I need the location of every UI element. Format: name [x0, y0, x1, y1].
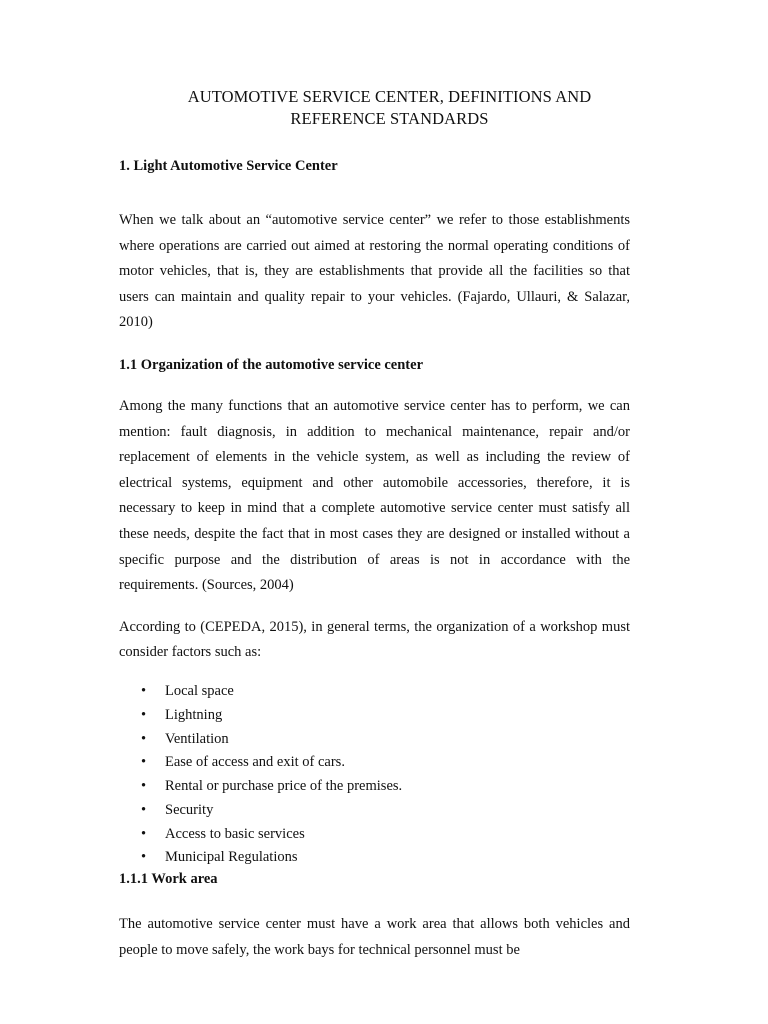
list-item [119, 823, 630, 847]
section-1-heading: 1. Light Automotive Service Center [119, 158, 338, 174]
list-item [119, 775, 630, 799]
section-1-1-1-heading: 1.1.1 Work area [119, 871, 218, 888]
section-1-1-paragraph-1: Among the many functions that an automotive service center has to perform, we can mention: fault diagnosis, in addition to mechanical maintenance, repair and/or replacement of elements in the vehicle system, as well as including the review of electrical systems, equipment and other automobile accessories, therefore, it is necessary to keep in mind that a complete automotive service center must satisfy all these needs, despite the fact that in most cases they are designed or installed without a specific purpose and the distribution of areas is not in accordance with the requirements. (Sources, 2004) [119, 397, 630, 594]
list-item-text: Security [165, 801, 214, 818]
document-title [149, 86, 630, 130]
list-item-text: Rental or purchase price of the premises. [165, 778, 403, 795]
bullet-icon: • [141, 801, 147, 818]
list-item [119, 680, 630, 704]
bullet-icon: • [141, 706, 147, 723]
bullet-icon: • [141, 754, 147, 771]
section-1-paragraph: When we talk about an “automotive service center” we refer to those establishments where operations are carried out aimed at restoring the normal operating conditions of motor vehicles, that is, they are establishments that provide all the facilities so that users can maintain and quality repair to your vehicles. (Fajardo, Ullauri, & Salazar, 2010) [119, 212, 630, 331]
title-line-2: REFERENCE STANDARDS [290, 109, 489, 128]
section-1-1-1-paragraph: The automotive service center must have a work area that allows both vehicles and people to move safely, the work bays for technical personnel must be [119, 916, 630, 958]
bullet-icon: • [141, 825, 147, 842]
list-item [119, 846, 630, 870]
list-item [119, 728, 630, 752]
bullet-icon: • [141, 682, 147, 699]
factors-list [119, 680, 630, 870]
bullet-icon: • [141, 730, 147, 747]
list-item [119, 751, 630, 775]
list-item-text: Local space [165, 682, 234, 699]
list-item-text: Ventilation [165, 730, 229, 747]
bullet-icon: • [141, 849, 147, 866]
list-item-text: Lightning [165, 706, 223, 723]
title-line-1: AUTOMOTIVE SERVICE CENTER, DEFINITIONS AND [187, 87, 592, 106]
section-1-1-heading: 1.1 Organization of the automotive service center [119, 356, 424, 373]
list-item [119, 704, 630, 728]
bullet-icon: • [141, 778, 147, 795]
list-item-text: Ease of access and exit of cars. [165, 754, 345, 771]
list-item-text: Municipal Regulations [165, 849, 298, 866]
section-1-1-paragraph-2: According to (CEPEDA, 2015), in general terms, the organization of a workshop must consider factors such as: [119, 618, 630, 661]
list-item [119, 799, 630, 823]
list-item-text: Access to basic services [165, 825, 305, 842]
